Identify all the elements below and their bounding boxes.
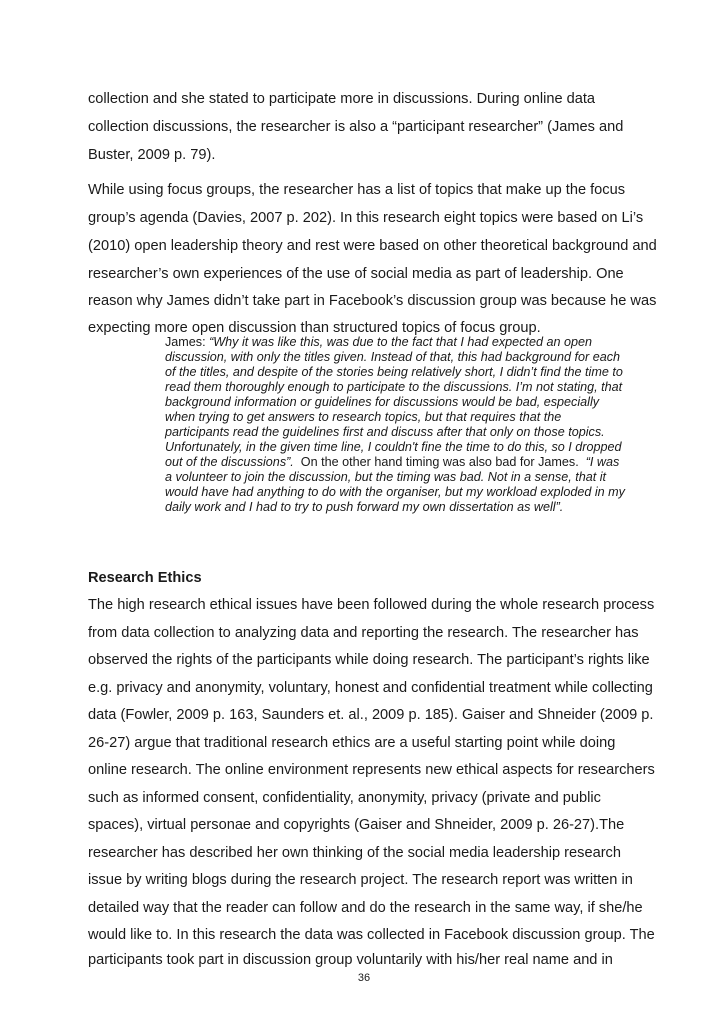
body-text-line: participants took part in discussion group voluntarily with his/her real name and in <box>88 952 613 968</box>
quote-line: daily work and I had to try to push forward my own dissertation as well”. <box>165 500 564 514</box>
body-text-line: (2010) open leadership theory and rest were based on other theoretical background and <box>88 238 657 254</box>
body-text-line: While using focus groups, the researcher has a list of topics that make up the focus <box>88 182 626 198</box>
quote-line: would have had anything to do with the organiser, but my workload exploded in my <box>165 485 625 499</box>
body-text-line: from data collection to analyzing data and reporting the research. The researcher has <box>88 625 639 641</box>
body-text-line: expecting more open discussion than structured topics of focus group. <box>88 320 541 336</box>
body-text-line: researcher has described her own thinking of the social media leadership research <box>88 845 621 861</box>
quote-line: background information or guidelines for discussions would be bad, especially <box>165 395 600 409</box>
body-text-line: spaces), virtual personae and copyrights (Gaiser and Shneider, 2009 p. 26-27).The <box>88 817 625 833</box>
quote-line: a volunteer to join the discussion, but the timing was bad. Not in a sense, that it <box>165 470 607 484</box>
body-text-line: detailed way that the reader can follow and do the research in the same way, if she/he <box>88 900 643 916</box>
quote-text: “Why it was like this, was due to the fact that I had expected an open <box>209 335 593 349</box>
quote-text: “I was <box>585 455 620 469</box>
body-text-line: data (Fowler, 2009 p. 163, Saunders et. al., 2009 p. 185). Gaiser and Shneider (2009 p. <box>88 707 654 723</box>
body-text-line: reason why James didn’t take part in Facebook’s discussion group was because he was <box>88 293 657 309</box>
quote-commentary: On the other hand timing was also bad for James. <box>293 455 586 469</box>
body-text-line: online research. The online environment represents new ethical aspects for researchers <box>88 762 655 778</box>
body-text-line: issue by writing blogs during the research project. The research report was written in <box>88 872 633 888</box>
section-heading: Research Ethics <box>88 570 202 586</box>
page-number: 36 <box>357 972 371 984</box>
body-text-line: The high research ethical issues have been followed during the whole research process <box>88 597 655 613</box>
quote-line: Unfortunately, in the given time line, I couldn't fine the time to do this, so I dropped <box>165 440 622 454</box>
body-text-line: researcher’s own experiences of the use of social media as part of leadership. One <box>88 266 624 282</box>
quote-line <box>165 335 592 350</box>
quote-line: participants read the guidelines first and discuss after that only on those topics. <box>165 425 605 439</box>
body-text-line: collection discussions, the researcher is also a “participant researcher” (James and <box>88 119 624 135</box>
body-text-line: collection and she stated to participate more in discussions. During online data <box>88 91 596 107</box>
quote-line <box>165 455 619 470</box>
body-text-line: observed the rights of the participants while doing research. The participant’s rights like <box>88 652 650 668</box>
quote-line: when trying to get answers to research topics, but that requires that the <box>165 410 562 424</box>
quote-line: of the titles, and despite of the stories being relatively short, I didn’t find the time to <box>165 365 623 379</box>
body-text-line: such as informed consent, confidentiality, anonymity, privacy (private and public <box>88 790 601 806</box>
body-text-line: group’s agenda (Davies, 2007 p. 202). In this research eight topics were based on Li’s <box>88 210 644 226</box>
body-text-line: 26-27) argue that traditional research ethics are a useful starting point while doing <box>88 735 616 751</box>
body-text-line: e.g. privacy and anonymity, voluntary, honest and confidential treatment while collecting <box>88 680 653 696</box>
quote-text: out of the discussions”. <box>165 455 294 469</box>
body-text-line: Buster, 2009 p. 79). <box>88 147 216 163</box>
quote-speaker: James: <box>165 335 210 349</box>
body-text-line: would like to. In this research the data was collected in Facebook discussion group. The <box>88 927 655 943</box>
quote-line: discussion, with only the titles given. Instead of that, this had background for each <box>165 350 621 364</box>
quote-line: read them thoroughly enough to participate to the discussions. I’m not stating, that <box>165 380 623 394</box>
